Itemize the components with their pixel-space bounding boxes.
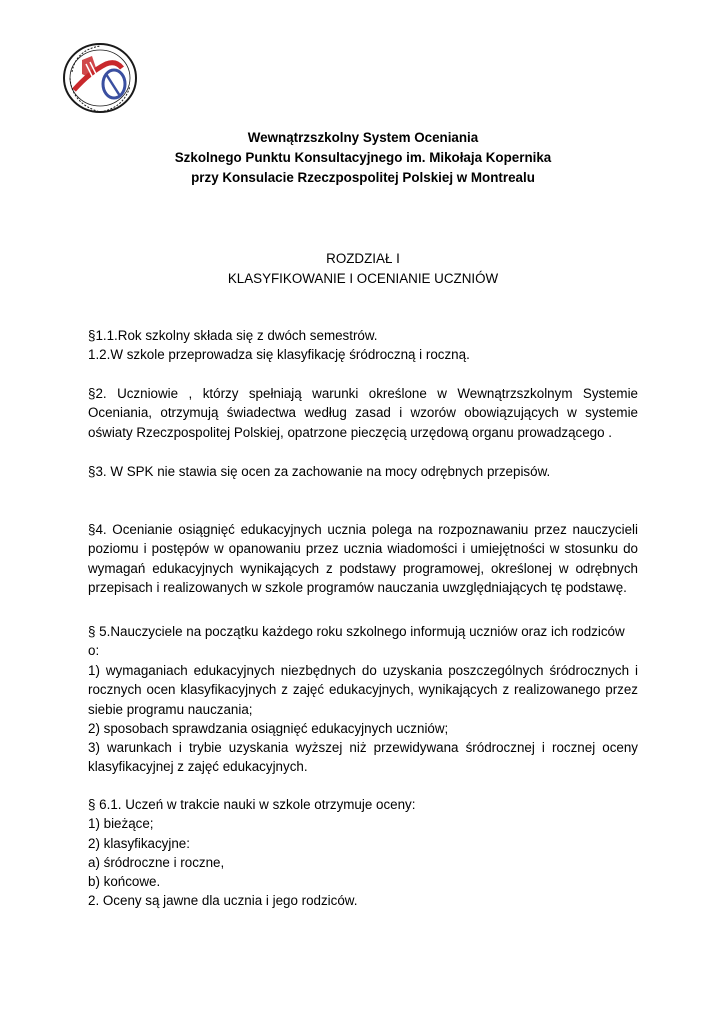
paragraph-1-2: 1.2.W szkole przeprowadza się klasyfikację śródroczną i roczną.	[88, 347, 470, 363]
title-line-2: Szkolnego Punktu Konsultacyjnego im. Mikołaja Kopernika	[174, 150, 552, 165]
chapter-number: ROZDZIAŁ I	[326, 251, 400, 266]
emblem-icon	[60, 38, 140, 118]
paragraph-5-item-3: 3) warunkach i trybie uzyskania wyższej niż przewidywana śródrocznej i rocznej oceny klasyfikacyjnej z zajęć edukacyjnych.	[88, 740, 638, 775]
paragraph-4: §4. Ocenianie osiągnięć edukacyjnych ucznia polega na rozpoznawaniu przez nauczycieli poziomu i postępów w opanowaniu przez ucznia wiadomości i umiejętności w stosunku do wymagań edukacyjnych wynikających z podstawy programowej, określonej w odrębnych przepisach i realizowanych w szkole programów nauczania uwzględniających tę podstawę.	[88, 522, 638, 595]
paragraph-5: § 5.Nauczyciele na początku każdego roku szkolnego informują uczniów oraz ich rodziców o:	[88, 624, 625, 659]
paragraph-6-2: 2. Oceny są jawne dla ucznia i jego rodziców.	[88, 893, 358, 909]
document-title	[88, 128, 638, 188]
paragraph-6-1-item-2b: b) końcowe.	[88, 874, 161, 890]
paragraph-6-1-item-2a: a) śródroczne i roczne,	[88, 854, 225, 870]
chapter-title: KLASYFIKOWANIE I OCENIANIE UCZNIÓW	[227, 271, 499, 286]
paragraph-5-list	[88, 661, 638, 777]
paragraph-5-item-1: 1) wymaganiach edukacyjnych niezbędnych do uzyskania poszczególnych śródrocznych i rocznych ocen klasyfikacyjnych z zajęć edukacyjnych, wynikających z realizowanego przez siebie programu nauczania;	[88, 663, 638, 717]
title-line-3: przy Konsulacie Rzeczpospolitej Polskiej w Montrealu	[191, 170, 535, 185]
paragraph-6	[88, 795, 638, 911]
paragraph-1-1: §1.1.Rok szkolny składa się z dwóch semestrów.	[88, 328, 378, 343]
paragraph-2: §2. Uczniowie , którzy spełniają warunki określone w Wewnątrzszkolnym Systemie Oceniania, otrzymują świadectwa według zasad i wzorów obowiązujących w systemie oświaty Rzeczpospolitej Polskiej, opatrzone pieczęcią urzędową organu prowadzącego .	[88, 386, 638, 440]
paragraph-6-1: § 6.1. Uczeń w trakcie nauki w szkole otrzymuje oceny:	[88, 797, 416, 812]
school-emblem-logo	[60, 38, 140, 118]
title-line-1: Wewnątrzszkolny System Oceniania	[247, 130, 479, 145]
paragraph-6-1-item-1: 1) bieżące;	[88, 816, 154, 832]
paragraph-1	[88, 326, 638, 365]
paragraph-3: §3. W SPK nie stawia się ocen za zachowanie na mocy odrębnych przepisów.	[88, 464, 551, 479]
paragraph-6-1-item-2: 2) klasyfikacyjne:	[88, 835, 190, 851]
chapter-heading	[88, 249, 638, 289]
paragraph-5-item-2: 2) sposobach sprawdzania osiągnięć edukacyjnych uczniów;	[88, 720, 449, 736]
